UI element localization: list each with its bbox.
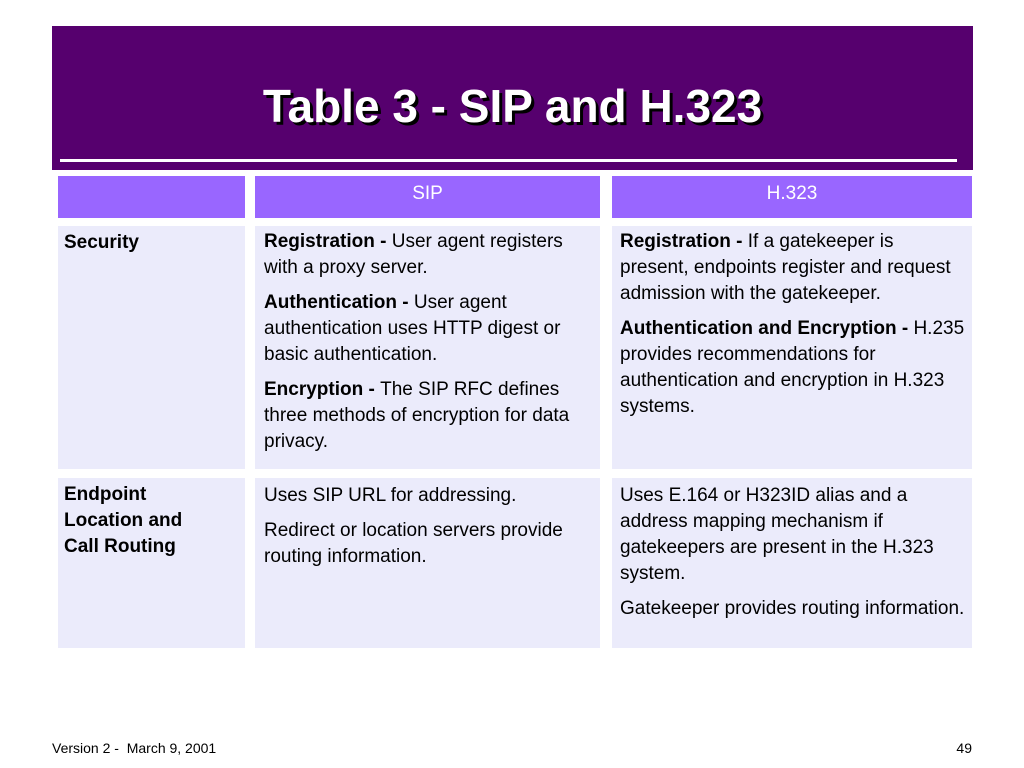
paragraph-lead: Authentication and Encryption - (620, 318, 914, 339)
paragraph (620, 483, 966, 587)
paragraph (264, 377, 592, 455)
paragraph-text: Gatekeeper provides routing information. (620, 598, 965, 619)
paragraph (620, 316, 966, 420)
paragraph-text: Uses SIP URL for addressing. (264, 485, 517, 506)
header-cell-sip: SIP (255, 176, 600, 218)
cell-routing-sip (255, 478, 600, 648)
paragraph-text: Uses E.164 or H323ID alias and a address mapping mechanism if gatekeepers are present in the H.323 system. (620, 485, 934, 584)
slide-title: Table 3 - SIP and H.323 (262, 80, 763, 132)
header-cell-empty (58, 176, 245, 218)
cell-security-h323 (612, 226, 972, 469)
paragraph-text: If a gatekeeper is present, endpoints register and request admission with the gatekeeper. (620, 231, 951, 304)
paragraph-lead: Registration - (620, 231, 748, 252)
footer-version-date: Version 2 - March 9, 2001 (52, 740, 217, 756)
paragraph (620, 596, 966, 622)
paragraph-lead: Authentication - (264, 292, 414, 313)
paragraph-text: H.235 provides recommendations for authentication and encryption in H.323 systems. (620, 318, 965, 417)
paragraph-text: Redirect or location servers provide routing information. (264, 520, 563, 567)
paragraph-text: User agent authentication uses HTTP digest or basic authentication. (264, 292, 561, 365)
paragraph-text: The SIP RFC defines three methods of encryption for data privacy. (264, 379, 570, 452)
paragraph (264, 518, 592, 570)
title-divider (60, 159, 957, 162)
header-cell-h323: H.323 (612, 176, 972, 218)
paragraph (264, 290, 592, 368)
paragraph-text: User agent registers with a proxy server. (264, 231, 563, 278)
paragraph-lead: Encryption - (264, 379, 381, 400)
row-label-endpoint-routing: Endpoint Location and Call Routing (58, 478, 245, 648)
page-number: 49 (956, 740, 972, 756)
cell-routing-h323 (612, 478, 972, 648)
row-label-security: Security (58, 226, 245, 469)
title-bar (52, 26, 973, 170)
cell-security-sip (255, 226, 600, 469)
paragraph (264, 229, 592, 281)
paragraph-lead: Registration - (264, 231, 392, 252)
paragraph (620, 229, 966, 307)
paragraph (264, 483, 592, 509)
